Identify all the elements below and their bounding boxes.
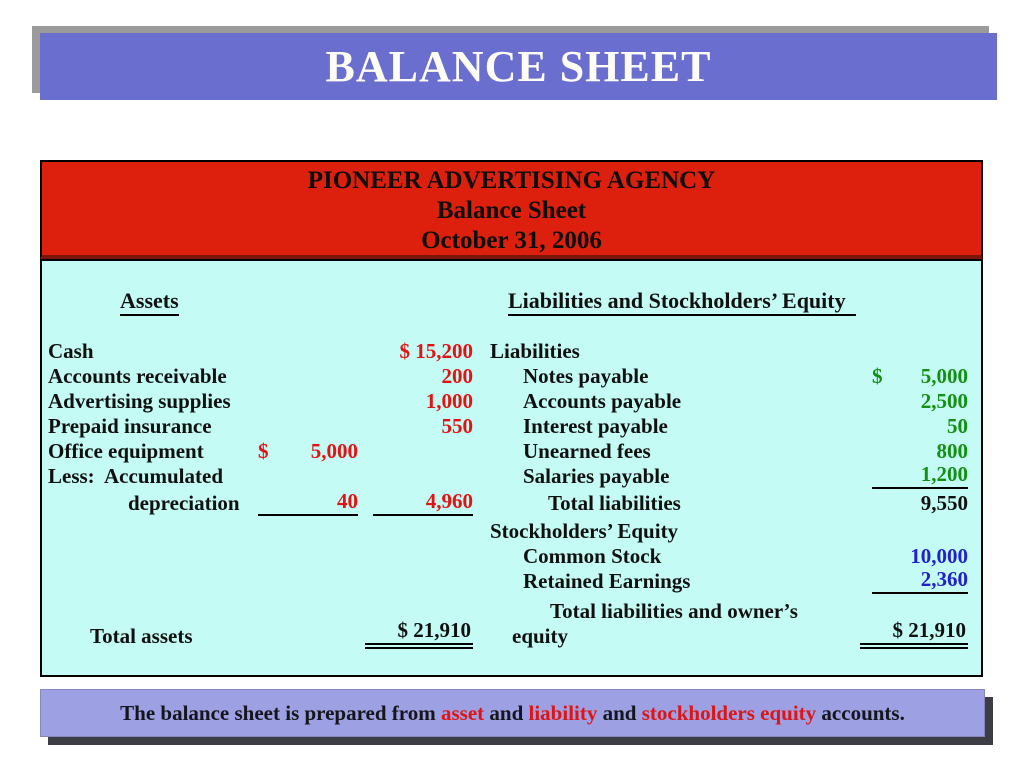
account-label: Cash: [48, 339, 94, 363]
amount-cell: 2,500: [920, 389, 968, 413]
statement-date: October 31, 2006: [421, 227, 602, 254]
amount-cell: 40: [258, 491, 358, 516]
amount-cell: [323, 439, 473, 464]
account-label: Office equipment: [48, 439, 204, 463]
account-label: Interest payable: [523, 414, 668, 438]
statement-body: [40, 259, 983, 677]
account-label: Liabilities: [490, 339, 580, 363]
table-row: [42, 339, 981, 364]
footer-text-segment: stockholders equity: [641, 700, 817, 725]
statement-title: Balance Sheet: [436, 197, 587, 224]
title-banner: [40, 33, 997, 100]
company-name: PIONEER ADVERTISING AGENCY: [307, 167, 716, 194]
spacer: [42, 317, 981, 339]
amount-cell: 10,000: [910, 544, 968, 568]
table-row: [42, 389, 981, 414]
footer-text-segment: and: [484, 700, 529, 725]
account-label: Common Stock: [523, 544, 662, 568]
amount-cell: 2,360: [872, 569, 968, 594]
amount-cell: 1,000: [425, 389, 473, 413]
amount-cell: [323, 464, 473, 489]
table-row: [42, 491, 981, 516]
liabilities-column-header: Liabilities and Stockholders’ Equity: [508, 287, 856, 315]
account-label: depreciation: [128, 491, 240, 515]
balance-sheet-table: [40, 160, 983, 677]
amount-cell: 50: [947, 414, 968, 438]
amount-cell: [872, 339, 968, 364]
amount-cell: [323, 519, 473, 544]
account-label: Total liabilities and owner’s: [550, 599, 798, 623]
account-label: Total liabilities: [548, 491, 681, 515]
account-label: equity: [512, 624, 569, 648]
page-title: BALANCE SHEET: [325, 42, 712, 91]
footer-note: [40, 689, 985, 737]
amount-cell: $ 21,910: [323, 624, 473, 649]
account-label: Less: Accumulated: [48, 464, 223, 488]
account-label: Stockholders’ Equity: [490, 519, 679, 543]
assets-column-header: Assets: [120, 287, 179, 315]
account-label: Advertising supplies: [48, 389, 231, 413]
table-row: [42, 364, 981, 389]
account-label: Prepaid insurance: [48, 414, 212, 438]
footer-text-segment: accounts.: [816, 700, 905, 725]
amount-cell: 200: [441, 364, 473, 388]
table-row: [42, 544, 981, 569]
amount-cell: [323, 569, 473, 594]
amount-cell: 9,550: [920, 491, 968, 515]
account-label: Salaries payable: [523, 464, 670, 488]
table-row: [42, 618, 981, 649]
sheet-rows: [42, 339, 981, 649]
table-row: [42, 569, 981, 594]
amount-cell: 4,960: [323, 491, 473, 516]
amount-cell: $ 5,000: [258, 439, 358, 463]
amount-cell: $ 21,910: [872, 624, 968, 649]
footer-text-segment: and: [597, 700, 642, 725]
table-row: [42, 414, 981, 439]
amount-cell: 550: [441, 414, 473, 438]
table-row: [42, 519, 981, 544]
table-row: [42, 439, 981, 464]
account-label: Accounts payable: [523, 389, 682, 413]
column-headers: [42, 287, 981, 317]
account-label: Notes payable: [523, 364, 649, 388]
account-label: Accounts receivable: [48, 364, 227, 388]
amount-cell: 1,200: [872, 464, 968, 489]
table-row: [42, 599, 981, 624]
table-row: [42, 464, 981, 489]
footer-text-segment: The balance sheet is prepared from: [120, 700, 441, 725]
amount-cell: $ 5,000: [872, 364, 968, 388]
statement-header: [40, 160, 983, 259]
footer-text-segment: liability: [528, 700, 598, 725]
amount-cell: 800: [936, 439, 968, 463]
account-label: Unearned fees: [523, 439, 651, 463]
amount-cell: $ 15,200: [399, 339, 473, 363]
account-label: Retained Earnings: [523, 569, 691, 593]
footer-text-segment: asset: [440, 700, 485, 725]
amount-cell: [323, 544, 473, 569]
account-label: Total assets: [90, 624, 193, 648]
amount-cell: [872, 519, 968, 544]
